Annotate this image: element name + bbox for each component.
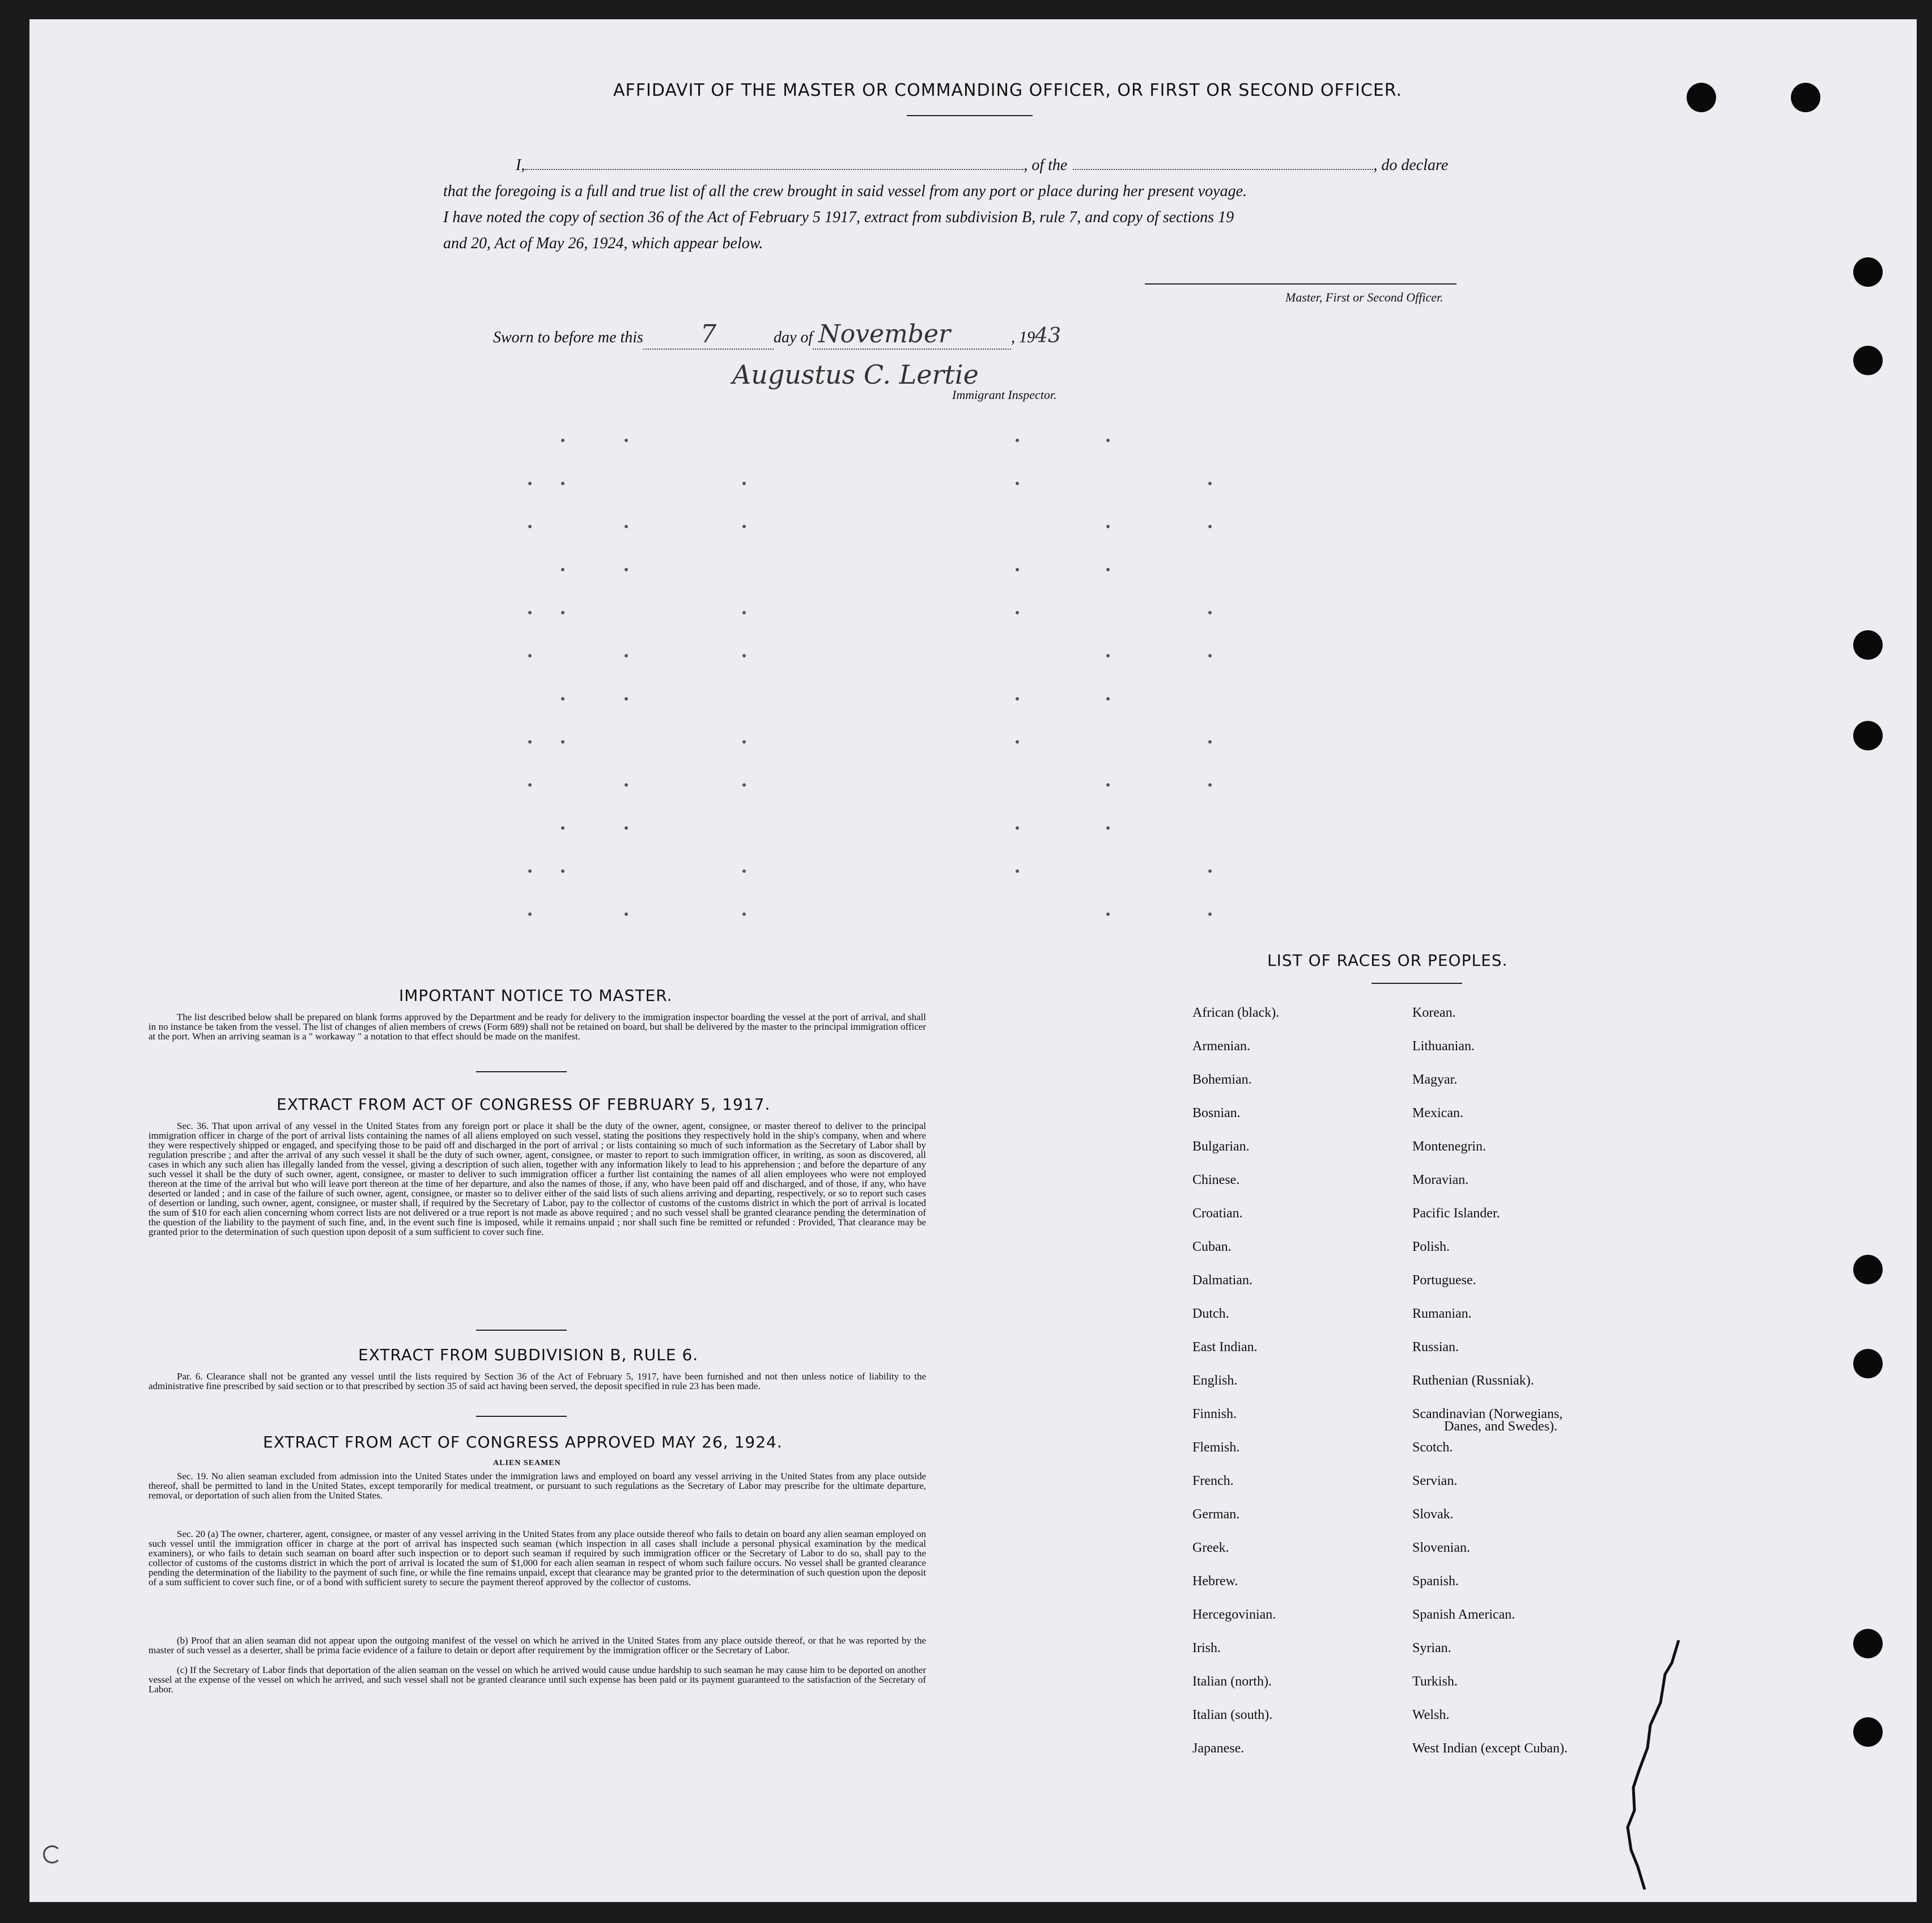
speck bbox=[625, 783, 628, 787]
subdivision-b-rule bbox=[476, 1416, 567, 1417]
speck bbox=[1106, 697, 1110, 701]
race-item: Dutch. bbox=[1192, 1306, 1229, 1321]
punch-hole bbox=[1853, 630, 1883, 660]
sec19-text: Sec. 19. No alien seaman excluded from admission into the United States under the immigration laws and employed on board any vessel arriving in the United States from any place outside thereof, shall be permitted to land in the United States, except temporarily for medical treatment, or pursuant to such regulations as the Secretary of Labor may prescribe for the ultimate departure, removal, or deportation of such alien from the United States. bbox=[148, 1471, 926, 1501]
sworn-line bbox=[493, 320, 1061, 350]
speck bbox=[1106, 525, 1110, 528]
race-item: Hercegovinian. bbox=[1192, 1607, 1276, 1622]
races-heading: LIST OF RACES OR PEOPLES. bbox=[1267, 951, 1508, 970]
race-item: Scotch. bbox=[1412, 1440, 1453, 1455]
race-item: Italian (south). bbox=[1192, 1708, 1273, 1722]
speck bbox=[561, 568, 564, 571]
speck bbox=[1106, 568, 1110, 571]
speck bbox=[742, 869, 746, 873]
race-item: Armenian. bbox=[1192, 1039, 1250, 1054]
race-item: Slovak. bbox=[1412, 1507, 1454, 1522]
race-item: Finnish. bbox=[1192, 1407, 1237, 1421]
speck bbox=[1208, 525, 1212, 528]
speck bbox=[561, 740, 564, 744]
race-item: Moravian. bbox=[1412, 1173, 1469, 1187]
speck bbox=[625, 697, 628, 701]
race-item: Greek. bbox=[1192, 1540, 1229, 1555]
race-item: Pacific Islander. bbox=[1412, 1206, 1500, 1221]
speck bbox=[561, 482, 564, 485]
speck bbox=[1106, 439, 1110, 442]
race-item: East Indian. bbox=[1192, 1340, 1258, 1355]
punch-hole bbox=[1687, 83, 1716, 112]
affidavit-line-3: I have noted the copy of section 36 of the Act of February 5 1917, extract from subdivision B, rule 7, and copy of sections 19 bbox=[443, 209, 1234, 226]
race-item: African (black). bbox=[1192, 1005, 1280, 1020]
sworn-month-field[interactable] bbox=[813, 320, 1011, 350]
sec20c-text: (c) If the Secretary of Labor finds that deportation of the alien seaman on the vessel on which he arrived would cause undue hardship to such seaman he may cause him to be deported on another vessel at the expense of the vessel on which he arrived, and such vessel shall not be granted clearance until such expense has been paid or its payment guaranteed to the satisfaction of the Secretary of Labor. bbox=[148, 1665, 926, 1695]
races-rule bbox=[1371, 983, 1462, 984]
race-item: Mexican. bbox=[1412, 1106, 1463, 1120]
sworn-prefix: Sworn to before me this bbox=[493, 329, 643, 346]
sworn-day-field[interactable] bbox=[643, 320, 774, 350]
race-item: Hebrew. bbox=[1192, 1574, 1238, 1589]
speck bbox=[1016, 439, 1019, 442]
speck bbox=[1208, 654, 1212, 657]
speck bbox=[1208, 912, 1212, 916]
speck bbox=[742, 525, 746, 528]
affidavit-line-1 bbox=[516, 156, 1448, 175]
speck bbox=[625, 568, 628, 571]
race-item: English. bbox=[1192, 1373, 1238, 1388]
race-item: Bulgarian. bbox=[1192, 1139, 1250, 1154]
speck bbox=[528, 482, 532, 485]
affidavit-line1-end: , do declare bbox=[1373, 156, 1449, 174]
race-item: Irish. bbox=[1192, 1641, 1221, 1655]
race-item: Russian. bbox=[1412, 1340, 1459, 1355]
paper-tear bbox=[1594, 1640, 1707, 1890]
race-item: Portuguese. bbox=[1412, 1273, 1476, 1288]
master-signature-line[interactable] bbox=[1145, 283, 1457, 285]
speck bbox=[1208, 482, 1212, 485]
race-item: Spanish. bbox=[1412, 1574, 1459, 1589]
speck bbox=[1016, 740, 1019, 744]
extract-1917-text: Sec. 36. That upon arrival of any vessel in the United States from any foreign port or place it shall be the duty of the owner, agent, consignee, or master thereof to deliver to the principal immigration officer in charge of the port of arrival lists containing the names of all aliens employed on such vessel, stating the positions they respectively hold in the ship's company, when and where they were respectively shipped or engaged, and specifying those to be paid off and discharged in the port of arrival ; or lists containing so much of such information as the Secretary of Labor shall by regulation prescribe ; and after the arrival of any such vessel it shall be the duty of such owner, agent, consignee, or master to report to such immigration officer, in writing, as soon as discovered, all cases in which any such alien has illegally landed from the vessel, giving a description of such alien, together with any information likely to lead to his apprehension ; and before the departure of any such vessel it shall be the duty of such owner, agent, consignee, or master to deliver to such immigration officer a further list containing the names of all alien employees who were not employed thereon at the time of the arrival but who will leave port thereon at the time of her departure, and also the names of those, if any, who have been paid off and discharged, and of those, if any, who have deserted or landed ; and in case of the failure of such owner, agent, consignee, or master so to deliver either of the said lists of such aliens arriving and departing, respectively, or so to report such cases of desertion or landing, such owner, agent, consignee, or master shall, if required by the Secretary of Labor, pay to the collector of customs of the customs district in which the port of arrival is located the sum of $10 for each alien concerning whom correct lists are not delivered or a true report is not made as above required ; and no such vessel shall be granted clearance pending the determination of the question of the liability to the payment of such fine, and, in the event such fine is imposed, while it remains unpaid ; nor shall such fine be remitted or refunded : Provided, That clearance may be granted prior to the determination of such question upon deposit of a sum sufficient to cover such fine. bbox=[148, 1120, 926, 1237]
race-item: Bohemian. bbox=[1192, 1072, 1252, 1087]
speck bbox=[561, 697, 564, 701]
speck bbox=[1016, 826, 1019, 830]
speck bbox=[528, 654, 532, 657]
speck bbox=[625, 525, 628, 528]
race-item: Turkish. bbox=[1412, 1674, 1458, 1689]
race-item: West Indian (except Cuban). bbox=[1412, 1741, 1568, 1756]
race-item: Servian. bbox=[1412, 1474, 1458, 1488]
race-item: Japanese. bbox=[1192, 1741, 1245, 1756]
race-item: Croatian. bbox=[1192, 1206, 1243, 1221]
speck bbox=[528, 869, 532, 873]
speck bbox=[1106, 826, 1110, 830]
speck bbox=[1208, 740, 1212, 744]
speck bbox=[1208, 783, 1212, 787]
race-item: Dalmatian. bbox=[1192, 1273, 1252, 1288]
subdivision-b-text: Par. 6. Clearance shall not be granted any vessel until the lists required by Section 36 of the Act of February 5, 1917, have been furnished and not then unless notice of liability to the administrative fine prescribed by said section or to that prescribed by section 35 of said act having been served, the deposit specified in rule 23 has been made. bbox=[148, 1371, 926, 1391]
race-item: Welsh. bbox=[1412, 1708, 1450, 1722]
race-item: Lithuanian. bbox=[1412, 1039, 1475, 1054]
punch-hole bbox=[1853, 1717, 1883, 1747]
speck bbox=[528, 740, 532, 744]
speck bbox=[625, 912, 628, 916]
affidavit-line1-start: I, bbox=[516, 156, 525, 174]
speck bbox=[1106, 912, 1110, 916]
race-item: Chinese. bbox=[1192, 1173, 1240, 1187]
speck bbox=[742, 654, 746, 657]
race-item: Polish. bbox=[1412, 1239, 1450, 1254]
speck bbox=[625, 826, 628, 830]
document-page bbox=[29, 19, 1917, 1902]
speck bbox=[528, 912, 532, 916]
inspector-label: Immigrant Inspector. bbox=[952, 388, 1057, 402]
speck bbox=[742, 740, 746, 744]
punch-hole bbox=[1853, 1629, 1883, 1658]
vessel-name-field[interactable] bbox=[1073, 169, 1373, 170]
punch-hole bbox=[1853, 1349, 1883, 1378]
speck bbox=[1208, 611, 1212, 614]
race-scandinavian-continuation: Danes, and Swedes). bbox=[1444, 1419, 1557, 1434]
speck bbox=[528, 611, 532, 614]
race-item: Magyar. bbox=[1412, 1072, 1458, 1087]
speck bbox=[625, 439, 628, 442]
year-prefix: , 19 bbox=[1011, 329, 1035, 346]
speck bbox=[561, 826, 564, 830]
notice-heading: IMPORTANT NOTICE TO MASTER. bbox=[399, 986, 673, 1005]
inspector-signature: Augustus C. Lertie bbox=[732, 359, 979, 390]
speck bbox=[742, 783, 746, 787]
speck bbox=[625, 654, 628, 657]
affidavit-line-2: that the foregoing is a full and true list of all the crew brought in said vessel from any port or place during her present voyage. bbox=[443, 182, 1247, 200]
race-item: German. bbox=[1192, 1507, 1240, 1522]
affidavit-title: AFFIDAVIT OF THE MASTER OR COMMANDING OFFICER, OR FIRST OR SECOND OFFICER. bbox=[613, 80, 1403, 100]
race-item: Italian (north). bbox=[1192, 1674, 1272, 1689]
race-item: Montenegrin. bbox=[1412, 1139, 1486, 1154]
race-item: Rumanian. bbox=[1412, 1306, 1472, 1321]
year-handwritten: 43 bbox=[1035, 324, 1061, 347]
punch-hole bbox=[1853, 346, 1883, 375]
day-of-label: day of bbox=[773, 329, 813, 346]
race-item: Spanish American. bbox=[1412, 1607, 1515, 1622]
punch-hole bbox=[1853, 1255, 1883, 1284]
speck bbox=[1016, 869, 1019, 873]
sworn-day-handwritten: 7 bbox=[700, 320, 716, 349]
race-item: Korean. bbox=[1412, 1005, 1456, 1020]
speck bbox=[1016, 697, 1019, 701]
speck bbox=[528, 783, 532, 787]
extract-1917-rule bbox=[476, 1330, 567, 1331]
notice-text: The list described below shall be prepared on blank forms approved by the Department and be ready for delivery to the immigration inspector boarding the vessel at the port of arrival, and shall in no instance be taken from the vessel. The list of changes of alien members of crews (Form 689) shall not be retained on board, but shall be delivered by the master to the principal immigration officer at the port. When an arriving seaman is a " workaway " a notation to that effect should be made on the manifest. bbox=[148, 1012, 926, 1042]
affidavit-line-4: and 20, Act of May 26, 1924, which appear below. bbox=[443, 235, 763, 252]
race-item: Slovenian. bbox=[1412, 1540, 1470, 1555]
speck bbox=[742, 482, 746, 485]
race-item: French. bbox=[1192, 1474, 1234, 1488]
subdivision-b-heading: EXTRACT FROM SUBDIVISION B, RULE 6. bbox=[358, 1345, 699, 1364]
corner-mark bbox=[43, 1845, 61, 1863]
master-signature-label: Master, First or Second Officer. bbox=[1285, 290, 1443, 304]
alien-seamen-subheading: ALIEN SEAMEN bbox=[493, 1459, 561, 1467]
race-item: Flemish. bbox=[1192, 1440, 1240, 1455]
speck bbox=[1208, 869, 1212, 873]
sworn-month-handwritten: November bbox=[818, 320, 951, 349]
speck bbox=[1016, 482, 1019, 485]
sec20a-text: Sec. 20 (a) The owner, charterer, agent, consignee, or master of any vessel arriving in the United States from any place outside thereof who fails to detain on board any alien seaman employed on such vessel until the immigration officer in charge at the port of arrival has inspected such seaman (which inspection in all cases shall include a personal physical examination by the medical examiners), or who fails to detain such seaman on board after such inspection or to deport such seaman if required by such immigration officer or the Secretary of Labor to do so, shall pay to the collector of customs of the customs district in which the port of arrival is located the sum of $1,000 for each alien seaman in respect of whom such failure occurs. No vessel shall be granted clearance pending the determination of the liability to the payment of such fine, or while the fine remains unpaid, except that clearance may be granted prior to the determination of such question upon the deposit of a sum sufficient to cover such fine, or of a bond with sufficient surety to secure the payment thereof approved by the collector of customs. bbox=[148, 1529, 926, 1587]
notice-rule bbox=[476, 1071, 567, 1072]
speck bbox=[561, 439, 564, 442]
punch-hole bbox=[1791, 83, 1820, 112]
speck bbox=[561, 611, 564, 614]
speck bbox=[561, 869, 564, 873]
punch-hole bbox=[1853, 257, 1883, 287]
speck bbox=[742, 611, 746, 614]
speck bbox=[1016, 611, 1019, 614]
race-item: Bosnian. bbox=[1192, 1106, 1241, 1120]
race-item: Cuban. bbox=[1192, 1239, 1232, 1254]
master-name-field[interactable] bbox=[525, 169, 1024, 170]
speck bbox=[1106, 654, 1110, 657]
race-item: Ruthenian (Russniak). bbox=[1412, 1373, 1534, 1388]
speck bbox=[528, 525, 532, 528]
race-item: Scandinavian (Norwegians, bbox=[1412, 1407, 1563, 1421]
sec20b-text: (b) Proof that an alien seaman did not appear upon the outgoing manifest of the vessel on which he arrived in the United States from any place outside thereof, or that he was reported by the master of such vessel as a deserter, shall be prima facie evidence of a failure to detain or deport after requirement by the immigration officer or the Secretary of Labor. bbox=[148, 1635, 926, 1655]
affidavit-line1-mid: , of the bbox=[1024, 156, 1068, 174]
speck bbox=[1016, 568, 1019, 571]
title-rule bbox=[907, 115, 1033, 116]
extract-1924-heading: EXTRACT FROM ACT OF CONGRESS APPROVED MAY 26, 1924. bbox=[263, 1433, 783, 1451]
speck bbox=[1106, 783, 1110, 787]
speck bbox=[742, 912, 746, 916]
punch-hole bbox=[1853, 721, 1883, 750]
extract-1917-heading: EXTRACT FROM ACT OF CONGRESS OF FEBRUARY 5, 1917. bbox=[277, 1095, 771, 1114]
race-item: Syrian. bbox=[1412, 1641, 1451, 1655]
